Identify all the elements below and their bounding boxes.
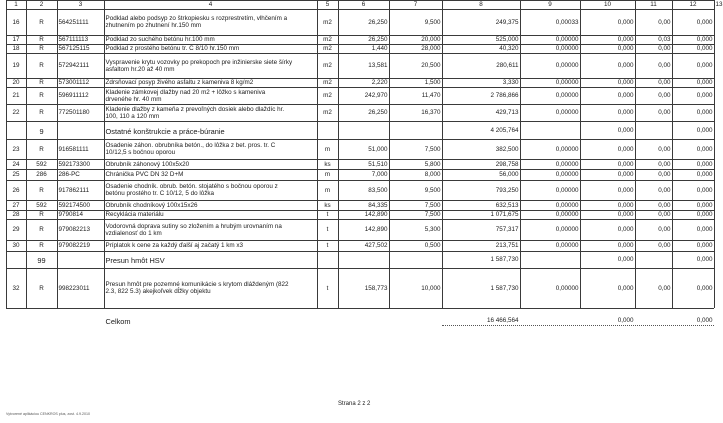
item-quantity: 51,000 <box>368 145 388 153</box>
item-quantity: 158,773 <box>364 284 388 292</box>
item-total: 40,320 <box>499 45 519 52</box>
item-demolition-total: 0,000 <box>696 201 713 209</box>
item-weight: 0,00033 <box>555 18 579 26</box>
item-code: 564251111 <box>58 18 89 26</box>
item-quantity: 142,890 <box>364 211 388 218</box>
item-type: 286 <box>36 171 47 178</box>
item-number: 18 <box>12 45 20 52</box>
item-code: 592174500 <box>58 201 91 209</box>
item-type: R <box>39 36 44 43</box>
item-demolition-weight: 0,00 <box>658 160 671 168</box>
item-code: 916581111 <box>58 145 89 153</box>
column-header-10: 10 <box>603 1 611 8</box>
section-total: 4 205,764 <box>490 126 519 134</box>
item-demolition-weight: 0,00 <box>658 109 671 116</box>
row-divider <box>6 240 714 241</box>
item-demolition-total: 0,000 <box>696 36 713 43</box>
item-type: 592 <box>36 160 47 168</box>
column-divider <box>635 0 636 308</box>
column-divider <box>389 0 390 308</box>
item-demolition-total: 0,000 <box>696 160 713 168</box>
item-unit: m2 <box>323 79 332 86</box>
item-number: 16 <box>12 18 20 26</box>
item-weight-total: 0,000 <box>617 36 634 43</box>
item-unit: ks <box>324 201 331 209</box>
item-demolition-total: 0,000 <box>696 79 713 86</box>
column-divider <box>672 0 673 308</box>
item-description: Zdrsňovací posyp živého asfaltu z kameniva 8 kg/m2 <box>105 79 254 86</box>
column-divider <box>520 0 521 308</box>
item-weight-total: 0,000 <box>617 171 634 178</box>
item-quantity: 84,335 <box>368 201 388 209</box>
item-demolition-weight: 0,00 <box>658 242 671 249</box>
item-description: Podklad z prostého betónu tr. C 8/10 hr.150 mm <box>105 45 240 52</box>
item-type: R <box>39 226 44 233</box>
item-demolition-weight: 0,00 <box>658 79 671 86</box>
item-demolition-total: 0,000 <box>696 109 713 116</box>
item-total: 1 587,730 <box>490 284 519 292</box>
item-demolition-weight: 0,00 <box>658 171 671 178</box>
item-demolition-total: 0,000 <box>696 211 713 218</box>
column-divider <box>714 0 715 308</box>
item-total: 1 071,675 <box>490 211 519 218</box>
item-demolition-total: 0,000 <box>696 171 713 178</box>
item-code: 596911112 <box>58 92 89 99</box>
item-total: 793,250 <box>495 186 519 194</box>
item-quantity: 26,250 <box>368 18 388 26</box>
item-weight: 0,00000 <box>555 201 579 209</box>
item-weight-total: 0,000 <box>617 18 634 26</box>
item-quantity: 26,250 <box>368 36 388 43</box>
item-description: Vodorovná doprava sutiny so zložením a hrubým urovnaním na vzdialenosť do 1 km <box>105 222 282 237</box>
column-header-12: 12 <box>689 1 697 8</box>
item-weight: 0,00000 <box>555 36 579 43</box>
row-divider <box>6 180 714 181</box>
item-description: Osadenie záhon. obrubníka betón., do lôžka z bet. pros. tr. C 10/12,5 s bočnou oporou <box>105 142 276 156</box>
section-demolition-total: 0,000 <box>696 126 713 134</box>
section-number: 9 <box>39 126 44 136</box>
column-header-11: 11 <box>650 1 657 8</box>
grand-total-underline <box>442 325 714 326</box>
item-type: R <box>39 18 44 26</box>
item-unit-price: 7,500 <box>424 201 441 209</box>
item-total: 280,611 <box>496 62 519 69</box>
column-header-6: 6 <box>361 1 366 8</box>
item-weight-total: 0,000 <box>617 226 634 233</box>
item-code: 286-PC <box>58 171 80 178</box>
item-unit-price: 11,470 <box>421 92 441 99</box>
item-quantity: 7,000 <box>371 171 388 178</box>
item-total: 525,000 <box>495 36 519 43</box>
item-code: 567125115 <box>58 45 90 52</box>
row-divider <box>6 9 714 10</box>
row-divider <box>6 139 714 140</box>
item-description: Kladenie dlažby z kameňa z prevoľných dosiek alebo dlaždíc hr. 100, 110 a 120 mm <box>105 105 285 120</box>
row-divider <box>6 169 714 170</box>
row-divider <box>6 268 714 269</box>
row-divider <box>6 308 714 309</box>
item-demolition-weight: 0,00 <box>658 145 671 153</box>
section-demolition-total: 0,000 <box>696 256 713 263</box>
item-demolition-weight: 0,00 <box>658 62 671 69</box>
item-unit-price: 5,300 <box>424 226 441 233</box>
item-type: R <box>39 145 44 153</box>
item-demolition-total: 0,000 <box>696 186 713 194</box>
item-number: 23 <box>12 145 20 153</box>
section-weight-total: 0,000 <box>617 126 634 134</box>
item-unit-price: 9,500 <box>424 18 441 26</box>
item-code: 573001112 <box>58 79 90 86</box>
item-unit-price: 1,500 <box>424 79 441 86</box>
column-header-13: 13 <box>715 1 723 8</box>
column-divider <box>338 0 339 308</box>
item-weight: 0,00000 <box>555 79 579 86</box>
item-unit: m <box>324 186 331 194</box>
item-weight-total: 0,000 <box>617 145 634 153</box>
section-title: Presun hmôt HSV <box>105 256 165 265</box>
grand-total-weight: 0,000 <box>617 316 634 324</box>
item-weight-total: 0,000 <box>617 242 634 249</box>
item-type: R <box>39 45 44 52</box>
column-divider <box>317 0 318 308</box>
item-code: 979082213 <box>58 226 91 233</box>
row-divider <box>6 53 714 54</box>
item-demolition-weight: 0,00 <box>658 284 671 292</box>
item-quantity: 51,510 <box>368 160 388 168</box>
column-divider <box>104 0 105 308</box>
item-number: 20 <box>12 79 20 86</box>
item-total: 56,000 <box>499 171 519 178</box>
item-description: Presun hmôt pre pozemné komunikácie s krytom dláždeným (822 2.3, 822 5.3) akejkoľvek dĺžky objektu <box>105 281 289 295</box>
item-unit: m2 <box>323 45 332 52</box>
item-number: 26 <box>12 186 20 194</box>
item-weight: 0,00000 <box>555 284 579 292</box>
column-header-1: 1 <box>14 1 18 8</box>
item-weight: 0,00000 <box>555 171 579 178</box>
item-code: 979082219 <box>58 242 91 249</box>
item-weight: 0,00000 <box>555 45 579 52</box>
item-total: 3,330 <box>502 79 519 86</box>
item-total: 757,317 <box>495 226 519 233</box>
row-divider <box>6 219 714 220</box>
column-header-8: 8 <box>479 1 483 8</box>
item-unit: t <box>326 242 329 249</box>
item-type: R <box>39 109 44 116</box>
item-description: Obrubník chodníkový 100x15x26 <box>105 201 198 209</box>
item-type: R <box>39 79 44 86</box>
item-weight: 0,00000 <box>555 109 579 116</box>
item-demolition-total: 0,000 <box>696 145 713 153</box>
item-number: 19 <box>12 62 20 69</box>
item-unit-price: 20,500 <box>421 62 441 69</box>
item-weight-total: 0,000 <box>617 201 634 209</box>
item-code: 567111113 <box>58 36 89 43</box>
item-weight: 0,00000 <box>555 226 579 233</box>
item-unit: m2 <box>323 18 332 26</box>
column-divider <box>580 0 581 308</box>
item-unit-price: 0,500 <box>424 242 441 249</box>
item-total: 382,500 <box>495 145 519 153</box>
item-quantity: 13,581 <box>368 62 388 69</box>
item-type: R <box>39 92 44 99</box>
item-type: R <box>39 211 44 218</box>
item-description: Chránička PVC DN 32 D+M <box>105 171 184 178</box>
item-total: 213,751 <box>495 242 519 249</box>
item-unit: t <box>326 284 329 292</box>
printer-note: Vytvorené aplikáciou CENKROS plus, zost. 4.9.2010 <box>6 412 90 416</box>
grand-total-demolition: 0,000 <box>696 316 713 324</box>
item-demolition-weight: 0,00 <box>658 92 671 99</box>
item-unit: m2 <box>323 62 332 69</box>
item-code: 572942111 <box>58 62 90 69</box>
item-demolition-weight: 0,00 <box>658 45 671 52</box>
item-weight-total: 0,000 <box>617 45 634 52</box>
item-unit-price: 5,800 <box>424 160 441 168</box>
column-header-9: 9 <box>548 1 552 8</box>
column-header-5: 5 <box>325 1 330 8</box>
item-demolition-total: 0,000 <box>696 226 713 233</box>
item-unit: ks <box>324 160 331 168</box>
item-unit-price: 9,500 <box>424 186 441 194</box>
item-quantity: 1,440 <box>371 45 388 52</box>
grand-total-label: Celkom <box>105 316 131 326</box>
item-number: 17 <box>12 36 20 43</box>
item-weight-total: 0,000 <box>617 186 634 194</box>
item-number: 29 <box>12 226 20 233</box>
item-code: 998223011 <box>58 284 90 292</box>
item-type: R <box>39 284 44 292</box>
item-unit: m2 <box>323 109 332 116</box>
item-code: 917862111 <box>58 186 90 194</box>
section-weight-total: 0,000 <box>617 256 634 263</box>
item-unit: m <box>324 145 331 153</box>
item-description: Príplatok k cene za každý ďalší aj začatý 1 km x3 <box>105 242 244 249</box>
item-weight-total: 0,000 <box>617 284 634 292</box>
item-unit: t <box>326 226 329 233</box>
item-type: 592 <box>36 201 47 209</box>
section-number: 99 <box>37 256 46 265</box>
item-total: 632,513 <box>495 201 519 209</box>
item-weight-total: 0,000 <box>617 79 634 86</box>
item-demolition-total: 0,000 <box>696 45 713 52</box>
item-weight-total: 0,000 <box>617 160 634 168</box>
item-description: Obrubník záhonový 100x5x20 <box>105 160 190 168</box>
item-weight: 0,00000 <box>555 242 579 249</box>
item-demolition-total: 0,000 <box>696 284 713 292</box>
item-quantity: 2,220 <box>371 79 388 86</box>
item-weight-total: 0,000 <box>617 62 634 69</box>
item-unit: t <box>326 211 329 218</box>
item-type: R <box>39 242 44 249</box>
page-number: Strana 2 z 2 <box>338 401 371 407</box>
item-total: 2 786,866 <box>490 92 519 99</box>
item-description: Kladenie zámkovej dlažby nad 20 m2 + lôžko s kameniva drvenéhe hr. 40 mm <box>105 88 266 103</box>
item-code: 772501180 <box>58 109 90 116</box>
item-weight: 0,00000 <box>555 211 579 218</box>
item-quantity: 26,250 <box>368 109 388 116</box>
item-demolition-weight: 0,00 <box>658 18 671 26</box>
item-number: 21 <box>12 92 20 99</box>
item-demolition-total: 0,000 <box>696 242 713 249</box>
grand-total-value: 16 466,564 <box>486 316 519 324</box>
item-description: Vyspravenie krytu vozovky po prekopoch pre inžinierske siete šírky asfaltom hr.20 až 40 mm <box>105 58 293 73</box>
item-demolition-total: 0,000 <box>696 62 713 69</box>
item-unit-price: 7,500 <box>424 145 441 153</box>
item-unit-price: 20,000 <box>421 36 441 43</box>
item-total: 249,375 <box>495 18 519 26</box>
column-divider <box>26 0 27 308</box>
item-number: 24 <box>12 160 20 168</box>
item-quantity: 142,890 <box>364 226 388 233</box>
item-quantity: 242,970 <box>364 92 388 99</box>
item-unit: m2 <box>323 92 332 99</box>
item-total: 429,713 <box>495 109 519 116</box>
item-demolition-weight: 0,00 <box>658 201 671 209</box>
column-divider <box>57 0 58 308</box>
row-divider <box>6 251 714 252</box>
item-unit-price: 28,000 <box>421 45 441 52</box>
item-demolition-weight: 0,00 <box>658 211 671 218</box>
item-weight: 0,00000 <box>555 145 579 153</box>
column-header-2: 2 <box>39 1 44 8</box>
item-weight-total: 0,000 <box>617 211 634 218</box>
item-weight: 0,00000 <box>555 92 579 99</box>
item-description: Podklad zo suchého betónu hr.100 mm <box>105 36 215 43</box>
column-divider <box>442 0 443 308</box>
item-unit: m <box>324 171 331 178</box>
item-number: 32 <box>12 284 20 292</box>
item-number: 30 <box>12 242 20 249</box>
item-unit-price: 7,500 <box>424 211 441 218</box>
item-number: 27 <box>12 201 20 209</box>
column-header-3: 3 <box>78 1 83 8</box>
section-total: 1 587,730 <box>490 256 519 263</box>
column-header-7: 7 <box>413 1 418 8</box>
item-quantity: 83,500 <box>368 186 388 194</box>
item-description: Recyklácia materiálu <box>105 211 164 218</box>
item-demolition-weight: 0,00 <box>658 226 671 233</box>
item-type: R <box>39 186 44 194</box>
item-type: R <box>39 62 44 69</box>
item-description: Podklad alebo podsyp zo štrkopiesku s rozprestretím, vlhčením a zhutnením po zhutnení hr.150 mm <box>105 15 288 29</box>
item-code: 592173300 <box>58 160 91 168</box>
column-divider <box>6 0 7 308</box>
item-weight: 0,00000 <box>555 160 579 168</box>
item-weight-total: 0,000 <box>617 109 634 116</box>
item-unit-price: 16,370 <box>421 109 441 116</box>
column-header-4: 4 <box>208 1 213 8</box>
row-divider <box>6 121 714 122</box>
item-unit-price: 10,000 <box>421 284 441 292</box>
item-number: 22 <box>12 109 20 116</box>
item-description: Osadenie chodník. obrub. betón. stojatého s bočnou oporou z betónu prostého tr. C 10/12, 5 do lôžka <box>105 183 278 197</box>
item-demolition-weight: 0,03 <box>658 36 671 43</box>
item-demolition-weight: 0,00 <box>658 186 671 194</box>
item-unit: m2 <box>323 36 332 43</box>
item-code: 9790814 <box>58 211 84 218</box>
item-total: 298,758 <box>495 160 519 168</box>
item-quantity: 427,502 <box>364 242 388 249</box>
item-demolition-total: 0,000 <box>696 18 713 26</box>
section-title: Ostatné konštrukcie a práce-búranie <box>105 126 225 136</box>
item-unit-price: 8,000 <box>424 171 441 178</box>
item-number: 25 <box>12 171 20 178</box>
item-weight: 0,00000 <box>555 186 579 194</box>
item-weight: 0,00000 <box>555 62 579 69</box>
item-demolition-total: 0,000 <box>696 92 713 99</box>
item-number: 28 <box>12 211 20 218</box>
item-weight-total: 0,000 <box>617 92 634 99</box>
